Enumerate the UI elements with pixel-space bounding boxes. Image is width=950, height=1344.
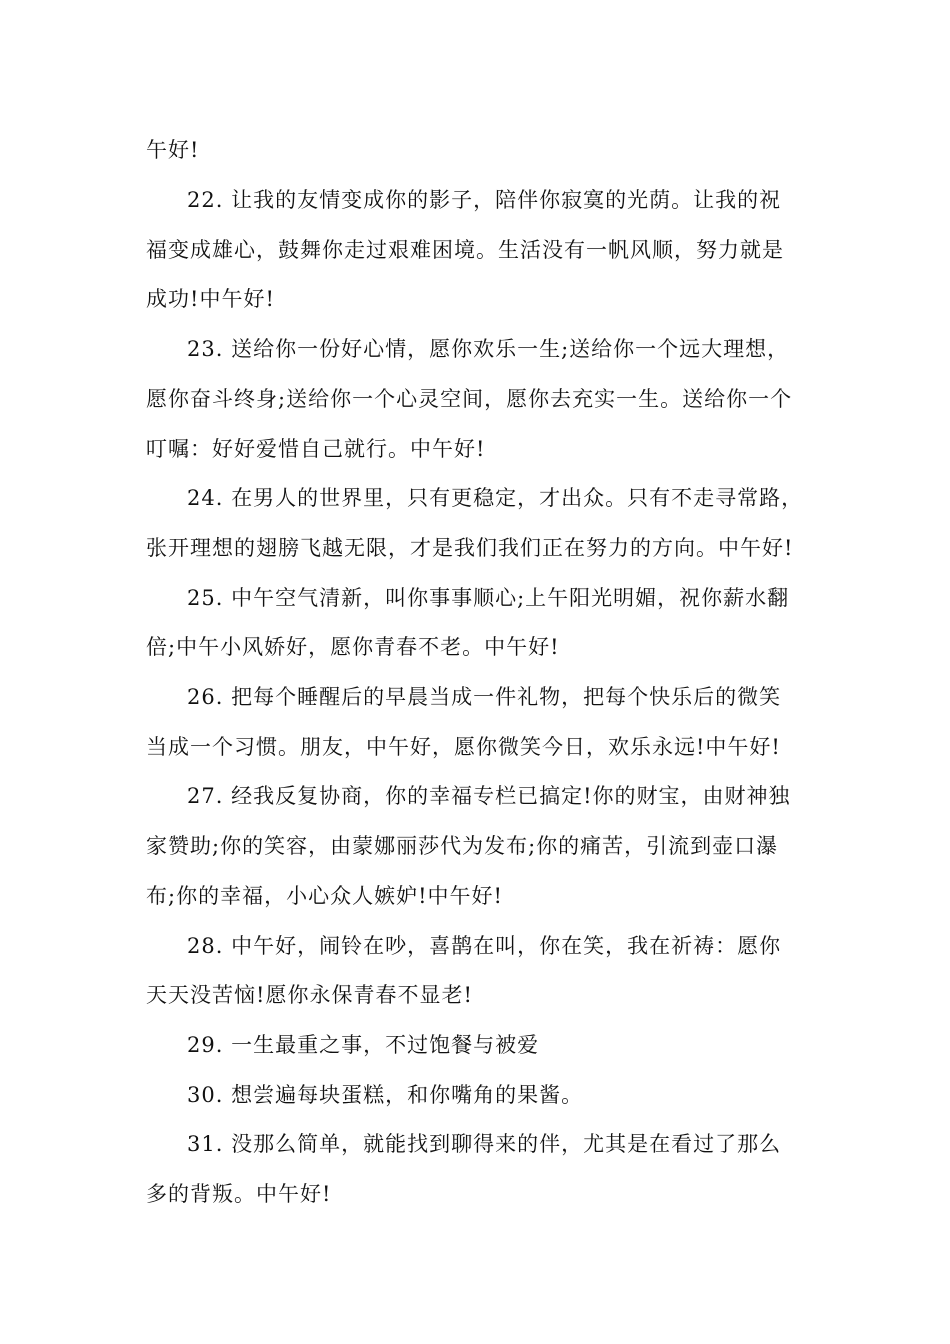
text-line: 倍;中午小风娇好，愿你青春不老。中午好! (146, 635, 560, 659)
text-line: 22. 让我的友情变成你的影子，陪伴你寂寞的光荫。让我的祝 (187, 188, 782, 212)
text-line: 张开理想的翅膀飞越无限，才是我们我们正在努力的方向。中午好! (146, 536, 794, 560)
text-line: 多的背叛。中午好! (146, 1182, 332, 1206)
text-line: 成功!中午好! (146, 287, 275, 311)
text-line: 27. 经我反复协商，你的幸福专栏已搞定!你的财宝，由财神独 (187, 784, 791, 808)
text-line: 福变成雄心，鼓舞你走过艰难困境。生活没有一帆风顺，努力就是 (146, 238, 784, 262)
text-line: 家赞助;你的笑容，由蒙娜丽莎代为发布;你的痛苦，引流到壶口瀑 (146, 834, 779, 858)
text-line: 天天没苦恼!愿你永保青春不显老! (146, 983, 473, 1007)
text-line: 23. 送给你一份好心情，愿你欢乐一生;送给你一个远大理想， (187, 337, 790, 361)
text-line: 29. 一生最重之事，不过饱餐与被爱 (187, 1033, 540, 1057)
text-line: 28. 中午好，闹铃在吵，喜鹊在叫，你在笑，我在祈祷：愿你 (187, 934, 782, 958)
text-line: 午好! (146, 138, 200, 162)
text-line: 26. 把每个睡醒后的早晨当成一件礼物，把每个快乐后的微笑 (187, 685, 782, 709)
text-line: 24. 在男人的世界里，只有更稳定，才出众。只有不走寻常路， (187, 486, 804, 510)
text-line: 叮嘱：好好爱惜自己就行。中午好! (146, 437, 486, 461)
text-line: 愿你奋斗终身;送给你一个心灵空间，愿你去充实一生。送给你一个 (146, 387, 793, 411)
text-line: 25. 中午空气清新，叫你事事顺心;上午阳光明媚，祝你薪水翻 (187, 586, 790, 610)
text-line: 31. 没那么简单，就能找到聊得来的伴，尤其是在看过了那么 (187, 1132, 782, 1156)
text-line: 30. 想尝遍每块蛋糕，和你嘴角的果酱。 (187, 1083, 584, 1107)
text-line: 当成一个习惯。朋友，中午好，愿你微笑今日，欢乐永远!中午好! (146, 735, 781, 759)
text-line: 布;你的幸福，小心众人嫉妒!中午好! (146, 884, 503, 908)
